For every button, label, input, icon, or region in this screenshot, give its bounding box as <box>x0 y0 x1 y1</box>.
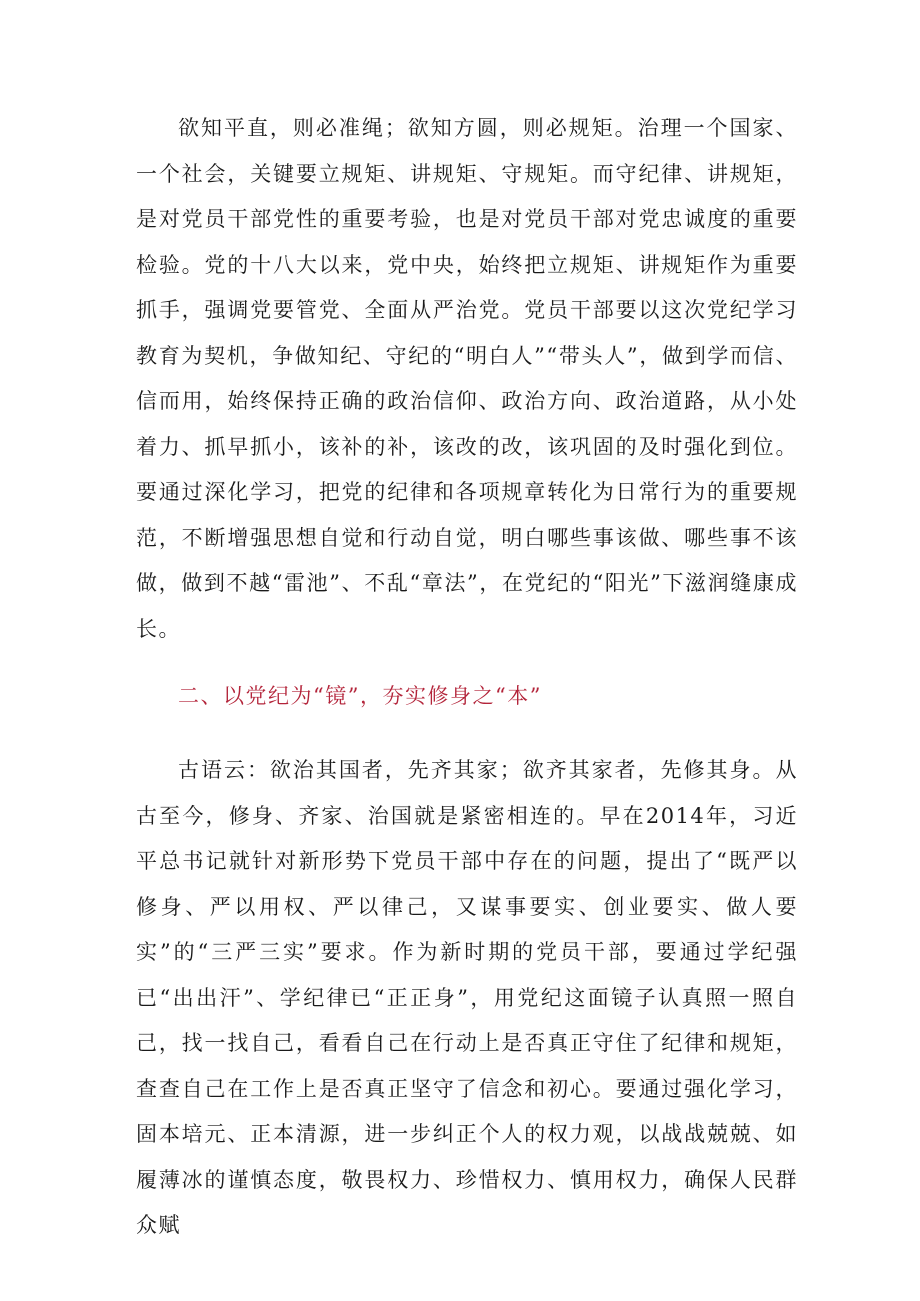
section-heading: 二、以党纪为“镜”，夯实修身之“本” <box>178 684 542 708</box>
body-paragraph-1: 欲知平直，则必准绳；欲知方圆，则必规矩。治理一个国家、一个社会，关键要立规矩、讲规矩、守规矩。而守纪律、讲规矩，是对党员干部党性的重要考验，也是对党员干部对党忠诚度的重要检验。党的十八大以来，党中央，始终把立规矩、讲规矩作为重要抓手，强调党要管党、全面从严治党。党员干部要以这次党纪学习教育为契机，争做知纪、守纪的“明白人”“带头人”，做到学而信、信而用，始终保持正确的政治信仰、政治方向、政治道路，从小处着力、抓早抓小，该补的补，该改的改，该巩固的及时强化到位。要通过深化学习，把党的纪律和各项规章转化为日常行为的重要规范，不断增强思想自觉和行动自觉，明白哪些事该做、哪些事不该做，做到不越“雷池”、不乱“章法”，在党纪的“阳光”下滋润缝康成长。 <box>136 116 798 641</box>
body-paragraph-2: 古语云：欲治其国者，先齐其家；欲齐其家者，先修其身。从古至今，修身、齐家、治国就是紧密相连的。早在2014年，习近平总书记就针对新形势下党员干部中存在的问题，提出了“既严以修身、严以用权、严以律己，又谋事要实、创业要实、做人要实”的“三严三实”要求。作为新时期的党员干部，要通过学纪强已“出出汗”、学纪律已“正正身”，用党纪这面镜子认真照一照自己，找一找自己，看看自己在行动上是否真正守住了纪律和规矩，查查自己在工作上是否真正坚守了信念和初心。要通过强化学习，固本培元、正本清源，进一步纠正个人的权力观，以战战兢兢、如履薄冰的谨慎态度，敬畏权力、珍惜权力、慎用权力，确保人民群众赋 <box>136 758 798 1237</box>
